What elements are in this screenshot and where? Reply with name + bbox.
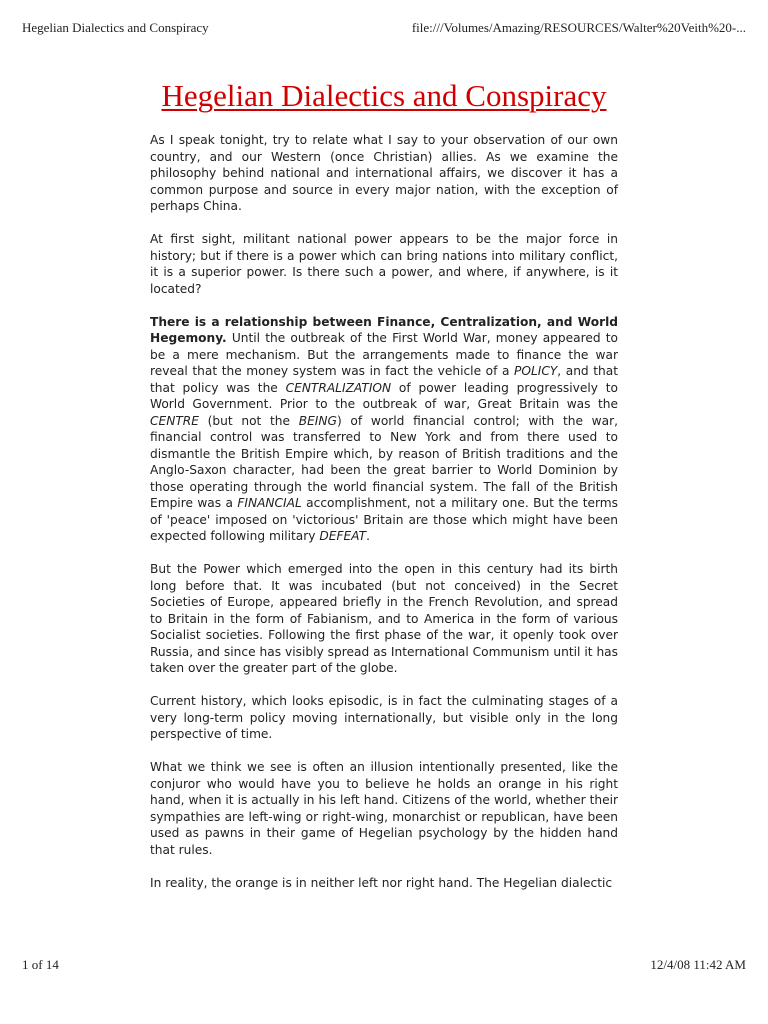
paragraph-text: accomplishment, not a military one. But the terms of 'peace' imposed on 'victorious' Britain are those which might have been expected following military bbox=[150, 496, 618, 543]
page-title: Hegelian Dialectics and Conspiracy bbox=[161, 78, 607, 113]
paragraph-text: , and that that policy was the bbox=[150, 364, 618, 395]
article-body bbox=[150, 132, 618, 908]
article-paragraph-2: At first sight, militant national power appears to be the major force in history; but if there is a power which can bring nations into military conflict, it is a superior power. Is there such a power, and where, if anywhere, is it located? bbox=[150, 232, 618, 296]
paragraph-text: of power leading progressively to World Government. Prior to the outbreak of war, Great Britain was the bbox=[150, 380, 618, 411]
paragraph-text: . bbox=[366, 529, 370, 543]
print-datetime: 12/4/08 11:42 AM bbox=[650, 957, 746, 972]
paragraph-text: (but not the bbox=[198, 413, 299, 428]
paragraph-lead-bold: There is a relationship between Finance, Centralization, and World Hegemony. bbox=[150, 314, 618, 345]
print-header-title: Hegelian Dialectics and Conspiracy bbox=[22, 20, 209, 35]
paragraph-text: ) of world financial control; with the war, financial control was transferred to New York and from there used to dismantle the British Empire which, by reason of British traditions and the Anglo-Saxon character, had been the great barrier to World Dominion by those operating through the world financial system. The fall of the British Empire was a bbox=[150, 413, 619, 510]
emphasis-financial: FINANCIAL bbox=[237, 496, 302, 510]
print-header-url: file:///Volumes/Amazing/RESOURCES/Walter%20Veith%20-... bbox=[411, 20, 746, 35]
page-count: 1 of 14 bbox=[22, 957, 59, 972]
article-paragraph-5: Current history, which looks episodic, is in fact the culminating stages of a very long-term policy moving internationally, but visible only in the long perspective of time. bbox=[150, 694, 618, 741]
article-paragraph-6: What we think we see is often an illusion intentionally presented, like the conjuror who would have you to believe he holds an orange in his right hand, when it is actually in his left hand. Citizens of the world, whether their sympathies are left-wing or right-wing, monarchist or republican, have been used as pawns in their game of Hegelian psychology by the hidden hand that rules. bbox=[150, 760, 618, 857]
article-paragraph-7: In reality, the orange is in neither left nor right hand. The Hegelian dialectic bbox=[150, 875, 613, 890]
article-paragraph-3 bbox=[150, 314, 618, 545]
emphasis-policy: POLICY bbox=[514, 364, 558, 378]
emphasis-defeat: DEFEAT bbox=[319, 529, 367, 543]
emphasis-being: BEING bbox=[298, 413, 337, 428]
article-paragraph-4: But the Power which emerged into the open in this century had its birth long before that. It was incubated (but not conceived) in the Secret Societies of Europe, appeared briefly in the French Revolution, and spread to Britain in the form of Fabianism, and to America in the form of various Socialist societies. Following the first phase of the war, it openly took over Russia, and since has visibly spread as International Communism until it has taken over the greater part of the globe. bbox=[150, 562, 618, 675]
emphasis-centre: CENTRE bbox=[150, 413, 199, 428]
article-paragraph-1: As I speak tonight, try to relate what I say to your observation of our own country, and our Western (once Christian) allies. As we examine the philosophy behind national and international affairs, we discover it has a common purpose and source in every major nation, with the exception of perhaps China. bbox=[150, 133, 618, 213]
paragraph-text: Until the outbreak of the First World War, money appeared to be a mere mechanism. But the arrangements made to finance the war reveal that the money system was in fact the vehicle of a bbox=[150, 331, 618, 378]
emphasis-centralization: CENTRALIZATION bbox=[285, 380, 392, 395]
